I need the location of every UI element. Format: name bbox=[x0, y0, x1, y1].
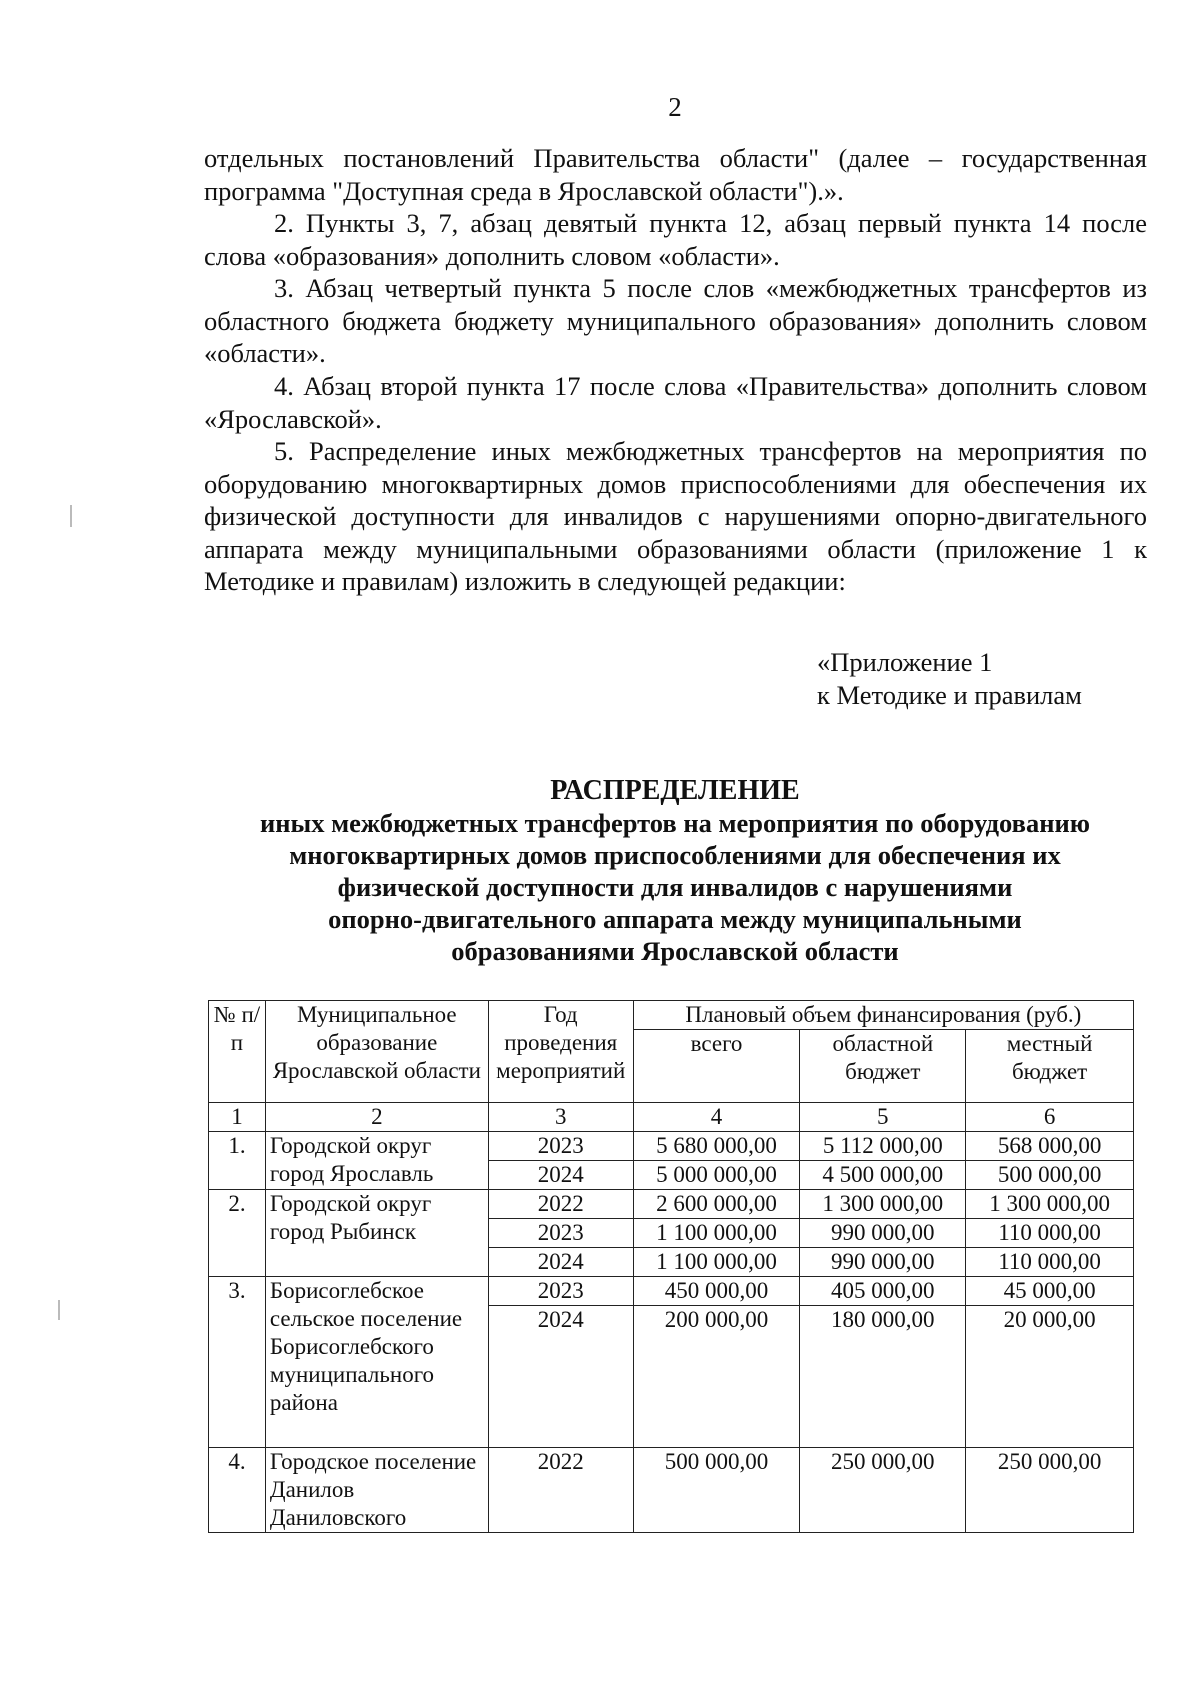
row-regional: 5 112 000,00 bbox=[800, 1132, 966, 1161]
table-row bbox=[209, 1448, 1134, 1533]
row-year: 2023 bbox=[488, 1219, 633, 1248]
column-number: 1 bbox=[209, 1103, 266, 1132]
row-regional: 990 000,00 bbox=[800, 1248, 966, 1277]
header-financing: Плановый объем финансирования (руб.) bbox=[633, 1001, 1133, 1030]
document-title bbox=[200, 775, 1150, 967]
row-year: 2024 bbox=[488, 1161, 633, 1190]
row-num: 4. bbox=[209, 1448, 266, 1533]
scan-artifact bbox=[70, 505, 72, 527]
row-year: 2023 bbox=[488, 1277, 633, 1306]
column-number: 6 bbox=[966, 1103, 1134, 1132]
row-num: 2. bbox=[209, 1190, 266, 1277]
page-number: 2 bbox=[668, 92, 682, 122]
title-line-1: иных межбюджетных трансфертов на мероприятия по оборудованию bbox=[259, 808, 1090, 838]
scan-artifact bbox=[58, 1300, 60, 1320]
appendix-line-1: «Приложение 1 bbox=[817, 647, 993, 677]
header-regional: областной бюджет bbox=[800, 1030, 966, 1103]
table-row bbox=[209, 1190, 1134, 1219]
row-year: 2024 bbox=[488, 1248, 633, 1277]
row-total: 1 100 000,00 bbox=[633, 1219, 800, 1248]
paragraph-item-2: 2. Пункты 3, 7, абзац девятый пункта 12, абзац первый пункта 14 после слова «образования» дополнить словом «области». bbox=[204, 208, 1147, 271]
row-total: 450 000,00 bbox=[633, 1277, 800, 1306]
row-regional: 405 000,00 bbox=[800, 1277, 966, 1306]
table-row bbox=[209, 1277, 1134, 1306]
row-local: 20 000,00 bbox=[966, 1306, 1134, 1448]
row-year: 2024 bbox=[488, 1306, 633, 1448]
row-local: 500 000,00 bbox=[966, 1161, 1134, 1190]
appendix-line-2: к Методике и правилам bbox=[817, 680, 1082, 710]
row-total: 5 680 000,00 bbox=[633, 1132, 800, 1161]
column-number: 2 bbox=[265, 1103, 488, 1132]
title-line-2: многоквартирных домов приспособлениями для обеспечения их bbox=[289, 840, 1061, 870]
row-year: 2022 bbox=[488, 1190, 633, 1219]
table-row bbox=[209, 1132, 1134, 1161]
table-header-row bbox=[209, 1001, 1134, 1030]
paragraph-item-4: 4. Абзац второй пункта 17 после слова «Правительства» дополнить словом «Ярославской». bbox=[204, 371, 1147, 434]
row-total: 5 000 000,00 bbox=[633, 1161, 800, 1190]
row-total: 500 000,00 bbox=[633, 1448, 800, 1533]
row-local: 110 000,00 bbox=[966, 1248, 1134, 1277]
header-year: Год проведения мероприятий bbox=[488, 1001, 633, 1103]
row-local: 250 000,00 bbox=[966, 1448, 1134, 1533]
row-local: 568 000,00 bbox=[966, 1132, 1134, 1161]
header-num: № п/п bbox=[209, 1001, 266, 1103]
title-line-4: опорно-двигательного аппарата между муниципальными bbox=[328, 904, 1022, 934]
title-line-3: физической доступности для инвалидов с нарушениями bbox=[337, 872, 1013, 902]
row-year: 2023 bbox=[488, 1132, 633, 1161]
row-total: 200 000,00 bbox=[633, 1306, 800, 1448]
row-municipality: Городское поселение Данилов Даниловского bbox=[265, 1448, 488, 1533]
paragraph-item-3: 3. Абзац четвертый пункта 5 после слов «межбюджетных трансфертов из областного бюджета бюджету муниципального образования» дополнить словом «области». bbox=[204, 273, 1147, 368]
row-local: 110 000,00 bbox=[966, 1219, 1134, 1248]
row-regional: 990 000,00 bbox=[800, 1219, 966, 1248]
distribution-table bbox=[208, 1000, 1134, 1533]
row-municipality: Городской округ город Ярославль bbox=[265, 1132, 488, 1190]
row-regional: 1 300 000,00 bbox=[800, 1190, 966, 1219]
row-total: 1 100 000,00 bbox=[633, 1248, 800, 1277]
row-total: 2 600 000,00 bbox=[633, 1190, 800, 1219]
row-num: 1. bbox=[209, 1132, 266, 1190]
column-number: 4 bbox=[633, 1103, 800, 1132]
header-municipality: Муниципальное образование Ярославской области bbox=[265, 1001, 488, 1103]
column-number: 3 bbox=[488, 1103, 633, 1132]
row-local: 45 000,00 bbox=[966, 1277, 1134, 1306]
row-year: 2022 bbox=[488, 1448, 633, 1533]
row-regional: 250 000,00 bbox=[800, 1448, 966, 1533]
row-municipality: Борисоглебское сельское поселение Борисоглебского муниципального района bbox=[265, 1277, 488, 1448]
title-line-5: образованиями Ярославской области bbox=[451, 936, 899, 966]
appendix-reference bbox=[817, 646, 1082, 712]
table-column-numbers-row bbox=[209, 1103, 1134, 1132]
row-municipality: Городской округ город Рыбинск bbox=[265, 1190, 488, 1277]
header-local: местный бюджет bbox=[966, 1030, 1134, 1103]
column-number: 5 bbox=[800, 1103, 966, 1132]
row-local: 1 300 000,00 bbox=[966, 1190, 1134, 1219]
header-total: всего bbox=[633, 1030, 800, 1103]
row-regional: 180 000,00 bbox=[800, 1306, 966, 1448]
paragraph-continuation: отдельных постановлений Правительства области" (далее – государственная программа "Доступная среда в Ярославской области").». bbox=[204, 143, 1147, 206]
paragraph-item-5: 5. Распределение иных межбюджетных трансфертов на мероприятия по оборудованию многоквартирных домов приспособлениями для обеспечения их физической доступности для инвалидов с нарушениями опорно-двигательного аппарата между муниципальными образованиями области (приложение 1 к Методике и правилам) изложить в следующей редакции: bbox=[204, 436, 1147, 596]
title-main: РАСПРЕДЕЛЕНИЕ bbox=[550, 775, 800, 806]
row-num: 3. bbox=[209, 1277, 266, 1448]
row-regional: 4 500 000,00 bbox=[800, 1161, 966, 1190]
